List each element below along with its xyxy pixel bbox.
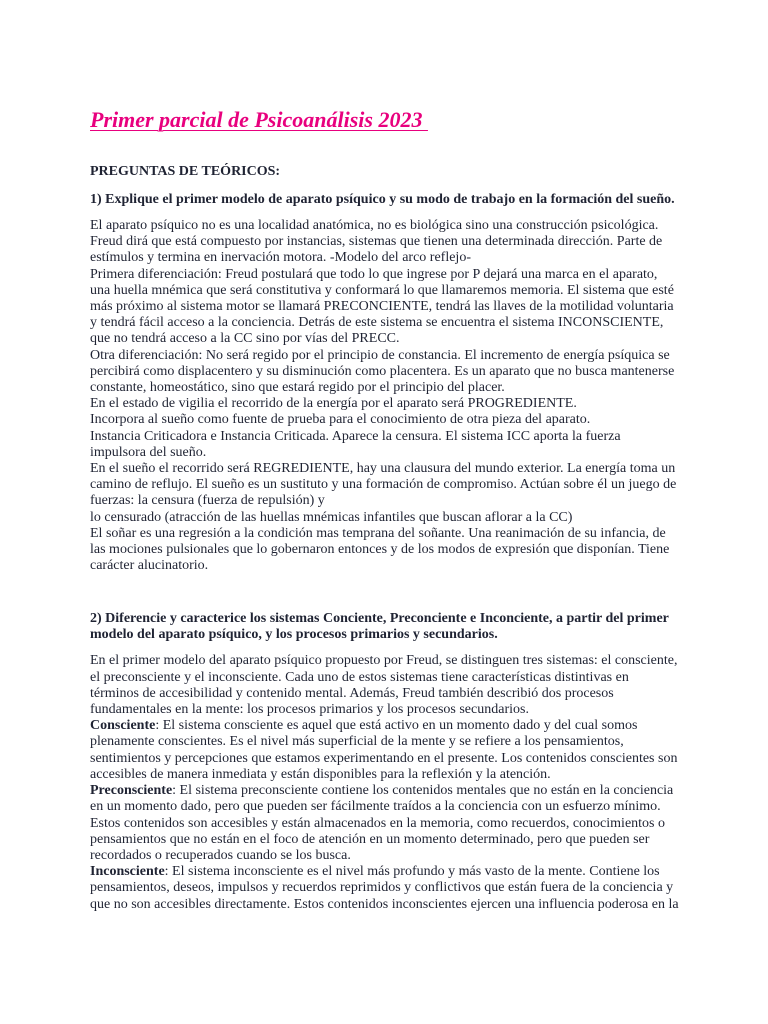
preconsciente-text: : El sistema preconsciente contiene los contenidos mentales que no están en la conciencia en un momento dado, pero que pueden ser fácilmente traídos a la conciencia con un esfuerzo mínimo. Estos contenidos son accesibles y están almacenados en la memoria, como recuerdos, conocimientos o pensamientos que no están en el foco de atención en un momento determinado, pero que pueden ser recordados o recuperados cuando se los busca. <box>90 783 674 863</box>
answer-1-paragraph: El soñar es una regresión a la condición mas temprana del soñante. Una reanimación de su infancia, de las mociones pulsionales que lo gobernaron entonces y de los modos de expresión que disponían. Tiene carácter alucinatorio. <box>90 525 670 574</box>
answer-1-paragraph: Instancia Criticadora e Instancia Criticada. Aparece la censura. El sistema ICC aporta la fuerza impulsora del sueño. <box>90 428 621 460</box>
inconsciente-paragraph <box>90 864 680 913</box>
answer-1-paragraph: En el estado de vigilia el recorrido de la energía por el aparato será PROGREDIENTE. <box>90 396 577 412</box>
answer-1 <box>90 218 680 574</box>
answer-1-paragraph: Otra diferenciación: No será regido por el principio de constancia. El incremento de energía psíquica se percibirá como displacentero y su disminución como placentera. Es un aparato que no busca mantenerse constante, homeostático, sino que estará regido por el principio del placer. <box>90 347 675 396</box>
answer-2-intro: En el primer modelo del aparato psíquico propuesto por Freud, se distinguen tres sistemas: el consciente, el preconsciente y el inconsciente. Cada uno de estos sistemas tiene características distintivas en términos de accesibilidad y contenido mental. Además, Freud también describió dos procesos fundamentales en la mente: los procesos primarios y los procesos secundarios. <box>90 653 678 718</box>
consciente-paragraph <box>90 718 680 783</box>
answer-2 <box>90 653 680 912</box>
preconsciente-term: Preconsciente <box>90 783 173 799</box>
question-2: 2) Diferencie y caracterice los sistemas Conciente, Preconciente e Inconciente, a partir del primer modelo del aparato psíquico, y los procesos primarios y secundarios. <box>90 611 669 643</box>
answer-1-paragraph: lo censurado (atracción de las huellas mnémicas infantiles que buscan aflorar a la CC) <box>90 509 573 525</box>
answer-1-paragraph: Primera diferenciación: Freud postulará que todo lo que ingrese por P dejará una marca en el aparato, una huella mnémica que será constitutiva y conformará lo que llamaremos memoria. El sistema que esté más próximo al sistema motor se llamará PRECONCIENTE, tendrá las llaves de la motilidad voluntaria y tendrá fácil acceso a la conciencia. Detrás de este sistema se encuentra el sistema INCONSCIENTE, que no tendrá acceso a la CC sino por vías del PRECC. <box>90 266 674 347</box>
document-page <box>90 105 680 913</box>
inconsciente-text: : El sistema inconsciente es el nivel más profundo y más vasto de la mente. Contiene los pensamientos, deseos, impulsos y recuerdos reprimidos y conflictivos que están fuera de la conciencia y que no son accesibles directamente. Estos contenidos inconscientes ejercen una influencia poderosa en la <box>90 864 679 912</box>
document-title: Primer parcial de Psicoanálisis 2023 <box>90 107 428 132</box>
answer-1-paragraph: Incorpora al sueño como fuente de prueba para el conocimiento de otra pieza del aparato. <box>90 412 591 428</box>
answer-1-paragraph: En el sueño el recorrido será REGREDIENTE, hay una clausura del mundo exterior. La energía toma un camino de reflujo. El sueño es un sustituto y una formación de compromiso. Actúan sobre él un juego de fuerzas: la censura (fuerza de repulsión) y <box>90 461 677 509</box>
preconsciente-paragraph <box>90 783 680 864</box>
section-heading: PREGUNTAS DE TEÓRICOS: <box>90 164 281 179</box>
consciente-text: : El sistema consciente es aquel que está activo en un momento dado y del cual somos plenamente conscientes. Es el nivel más superficial de la mente y se refiere a los pensamientos, sentimientos y percepciones que estamos experimentando en el presente. Los contenidos conscientes son accesibles de manera inmediata y están disponibles para la reflexión y la atención. <box>90 718 678 782</box>
consciente-term: Consciente <box>90 718 156 734</box>
answer-1-paragraph: El aparato psíquico no es una localidad anatómica, no es biológica sino una construcción psicológica. Freud dirá que está compuesto por instancias, sistemas que tienen una determinada dirección. Parte de estímulos y termina en inervación motora. -Modelo del arco reflejo- <box>90 218 663 266</box>
question-1: 1) Explique el primer modelo de aparato psíquico y su modo de trabajo en la formación del sueño. <box>90 192 675 207</box>
inconsciente-term: Inconsciente <box>90 864 165 880</box>
